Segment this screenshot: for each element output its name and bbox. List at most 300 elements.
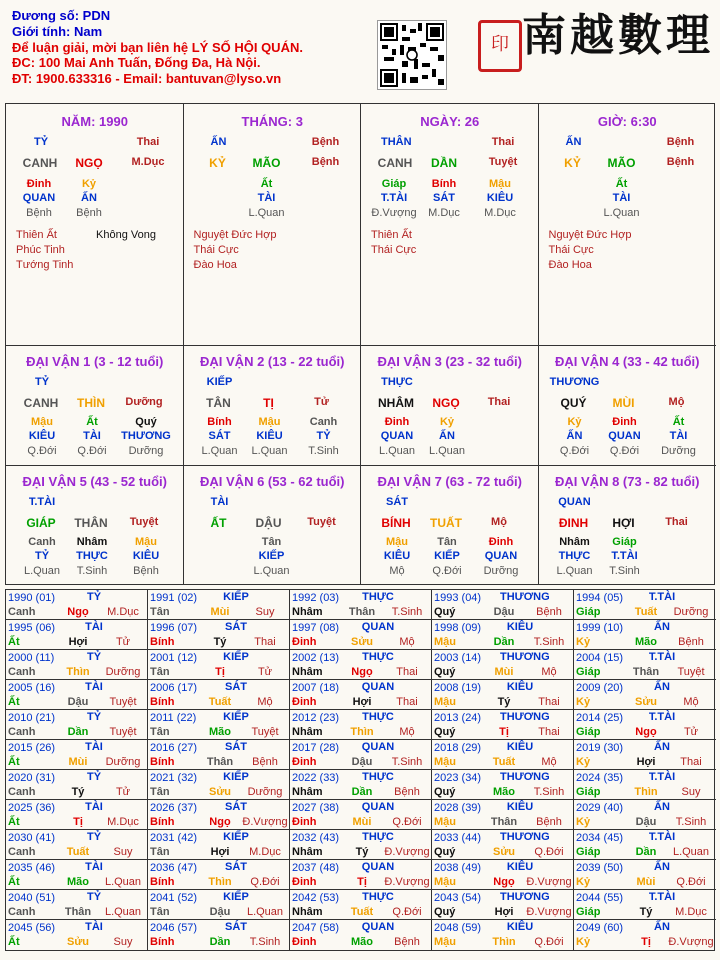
year-stem: Ất (8, 696, 20, 708)
year-label: 1994 (05) (576, 592, 624, 604)
year-label: 1999 (10) (576, 622, 624, 634)
year-cell[interactable] (290, 830, 432, 860)
year-stage: Dưỡng (105, 756, 141, 768)
year-branch: Ngọ (635, 726, 657, 738)
year-label: 2011 (22) (150, 712, 197, 724)
dai-van-stage: Tuyệt (307, 516, 336, 528)
year-label: 1992 (03) (292, 592, 340, 604)
year-branch: Thân (490, 816, 518, 828)
annual-luck-table (5, 589, 715, 951)
dai-van-ten-god: THƯƠNG (549, 376, 600, 388)
year-stage: Thai (538, 726, 560, 738)
year-stage: T.Sinh (533, 786, 565, 798)
year-cell[interactable] (148, 710, 290, 740)
year-cell[interactable] (574, 830, 716, 860)
dai-van-hidden-god: TÀI (83, 430, 101, 442)
year-stage: Bệnh (252, 756, 278, 768)
year-stage: Bệnh (536, 816, 562, 828)
contact-phone-email: ĐT: 1900.633316 - Email: bantuvan@lyso.vn (12, 71, 282, 87)
auspicious-star: Thái Cực (371, 244, 417, 256)
year-stage: Thai (396, 696, 418, 708)
year-label: 2048 (59) (434, 922, 482, 934)
year-label: 2012 (23) (292, 712, 340, 724)
year-cell[interactable] (148, 800, 290, 830)
year-stage: Suy (255, 606, 275, 618)
year-stem: Canh (8, 906, 36, 918)
year-label: 2016 (27) (150, 742, 198, 754)
year-cell[interactable] (148, 860, 290, 890)
year-stem: Nhâm (292, 606, 323, 618)
pillar-ten-god: TỶ (33, 136, 49, 148)
year-cell[interactable] (432, 740, 574, 770)
owner-name: Đương số: PDN (12, 8, 111, 23)
year-cell[interactable] (6, 830, 148, 860)
hidden-stem: Mậu (489, 178, 511, 190)
year-stem: Tân (150, 906, 170, 918)
year-cell[interactable] (432, 680, 574, 710)
year-branch: Ngọ (493, 876, 515, 888)
dai-van-stem: ĐINH (558, 516, 589, 530)
dai-van-hidden-stage: L.Quan (556, 565, 593, 577)
year-cell[interactable] (290, 620, 432, 650)
year-stage: Thai (538, 696, 560, 708)
year-ten-god: ẤN (654, 741, 670, 753)
year-label: 2047 (58) (292, 922, 340, 934)
dai-van-hidden-stem: Giáp (612, 536, 637, 548)
dai-van-hidden-god: THỰC (76, 550, 108, 562)
dai-van-hidden-stem: Đinh (384, 416, 410, 428)
year-cell[interactable] (574, 890, 716, 920)
year-cell[interactable] (6, 590, 148, 620)
year-stage: Suy (681, 786, 701, 798)
earthly-branch: NGỌ (75, 156, 103, 170)
year-stage: Tuyệt (109, 726, 137, 738)
year-branch: Tị (73, 816, 83, 828)
year-branch: Mão (351, 936, 373, 948)
dai-van-hidden-stem: Mậu (386, 536, 408, 548)
year-label: 2026 (37) (150, 802, 198, 814)
year-label: 2028 (39) (434, 802, 482, 814)
year-ten-god: T.TÀI (648, 591, 676, 603)
heavenly-stem: KỶ (209, 156, 226, 170)
year-stem: Đinh (292, 816, 317, 828)
year-stage: M.Dục (107, 816, 139, 828)
year-cell[interactable] (148, 620, 290, 650)
dai-van-hidden-god: QUAN (608, 430, 641, 442)
dai-van-title: ĐẠI VẬN 2 (13 - 22 tuổi) (200, 354, 345, 369)
year-stem: Ất (8, 936, 20, 948)
pillar-stage-1: Bệnh (311, 136, 340, 148)
year-stage: Bệnh (678, 636, 704, 648)
year-ten-god: TÀI (85, 681, 103, 693)
year-stage: Mộ (399, 636, 415, 648)
hidden-stage: L.Quan (248, 207, 285, 219)
year-label: 1998 (09) (434, 622, 482, 634)
year-stage: T.Sinh (249, 936, 281, 948)
year-ten-god: ẤN (654, 681, 670, 693)
year-cell[interactable] (290, 710, 432, 740)
dai-van-hidden-god: KIÊU (256, 430, 283, 442)
dai-van-hidden-stage: Dưỡng (128, 445, 164, 457)
year-cell[interactable] (290, 860, 432, 890)
year-cell[interactable] (148, 920, 290, 950)
earthly-branch: DẦN (431, 156, 457, 170)
hidden-stem: Bính (431, 178, 457, 190)
dai-van-hidden-stem: Nhâm (76, 536, 108, 548)
year-cell[interactable] (432, 650, 574, 680)
year-branch: Thìn (66, 666, 90, 678)
earthly-branch: MÃO (252, 156, 281, 170)
dai-van-stage: Tuyệt (129, 516, 159, 528)
year-label: 2041 (52) (150, 892, 198, 904)
year-cell[interactable] (148, 740, 290, 770)
year-stage: Q.Đới (534, 936, 564, 948)
qr-code[interactable] (377, 20, 447, 90)
dai-van-ten-god: THỰC (381, 376, 413, 388)
hidden-stage: L.Quan (603, 207, 640, 219)
dai-van-branch: TUẤT (430, 516, 462, 530)
auspicious-star: Đào Hoa (193, 259, 237, 271)
year-cell[interactable] (290, 920, 432, 950)
dai-van-3 (361, 346, 539, 466)
year-cell[interactable] (6, 890, 148, 920)
year-stage: Tử (115, 786, 131, 798)
earthly-branch: MÃO (607, 156, 636, 170)
year-cell[interactable] (290, 650, 432, 680)
dai-van-title: ĐẠI VẬN 7 (63 - 72 tuổi) (377, 474, 522, 489)
hidden-stem: Ất (260, 178, 273, 190)
year-stage: Đ.Vượng (668, 936, 714, 948)
year-branch: Tý (355, 846, 369, 858)
dai-van-hidden-stage: Q.Đới (77, 445, 107, 457)
pillar-title: NĂM: 1990 (61, 114, 128, 129)
dai-van-branch: HỢI (612, 516, 635, 530)
year-ten-god: QUAN (361, 681, 395, 693)
year-stage: Q.Đới (676, 876, 706, 888)
year-stem: Canh (8, 786, 36, 798)
year-ten-god: TỶ (86, 771, 102, 783)
year-cell[interactable] (574, 740, 716, 770)
year-ten-god: SÁT (225, 741, 247, 753)
year-cell[interactable] (148, 890, 290, 920)
year-cell[interactable] (6, 920, 148, 950)
year-stage: Q.Đới (250, 876, 280, 888)
hidden-stem: Đinh (26, 178, 52, 190)
year-cell[interactable] (6, 620, 148, 650)
year-label: 2027 (38) (292, 802, 340, 814)
dai-van-stem: ẤT (210, 516, 227, 530)
year-branch: Dần (351, 786, 373, 798)
year-stage: Tử (683, 726, 699, 738)
year-ten-god: KIẾP (223, 711, 249, 723)
year-branch: Tý (497, 696, 511, 708)
year-stage: Mộ (541, 666, 557, 678)
year-stem: Quý (434, 666, 456, 678)
year-stage: L.Quan (104, 876, 142, 888)
year-label: 1990 (01) (8, 592, 56, 604)
dai-van-hidden-stem: Canh (309, 416, 338, 428)
dai-van-7 (361, 466, 539, 584)
dai-van-hidden-god: KIẾP (258, 550, 285, 562)
year-cell[interactable] (290, 590, 432, 620)
auspicious-star: Thái Cực (193, 244, 239, 256)
dai-van-hidden-stage: L.Quan (428, 445, 466, 457)
dai-van-hidden-god: KIÊU (383, 550, 411, 562)
year-cell[interactable] (6, 860, 148, 890)
dai-van-hidden-god: KIÊU (132, 550, 160, 562)
year-cell[interactable] (574, 710, 716, 740)
year-label: 2003 (14) (434, 652, 482, 664)
year-label: 2015 (26) (8, 742, 56, 754)
year-cell[interactable] (148, 770, 290, 800)
dai-van-hidden-god: KIẾP (434, 550, 460, 562)
auspicious-star: Nguyệt Đức Hợp (193, 229, 277, 241)
dai-van-hidden-stage: Q.Đới (432, 565, 462, 577)
auspicious-star: Đào Hoa (548, 259, 592, 271)
hidden-ten-god: SÁT (433, 192, 455, 204)
year-cell[interactable] (6, 680, 148, 710)
year-stage: Đ.Vượng (384, 876, 430, 888)
year-cell[interactable] (574, 800, 716, 830)
dai-van-stem: TÂN (206, 396, 231, 410)
year-label: 2021 (32) (150, 772, 198, 784)
year-label: 2032 (43) (292, 832, 340, 844)
contact-address: ĐC: 100 Mai Anh Tuấn, Đống Đa, Hà Nội. (12, 55, 261, 71)
year-branch: Thìn (634, 786, 658, 798)
year-stage: Bệnh (536, 606, 562, 618)
dai-van-hidden-stage: L.Quan (251, 445, 288, 457)
year-cell[interactable] (574, 590, 716, 620)
year-branch: Thân (632, 666, 660, 678)
year-branch: Tuất (634, 606, 658, 618)
year-cell[interactable] (148, 590, 290, 620)
year-cell[interactable] (432, 770, 574, 800)
year-stage: Bệnh (394, 936, 420, 948)
year-stage: Thai (396, 666, 418, 678)
year-label: 2001 (12) (150, 652, 198, 664)
heavenly-stem: CANH (377, 156, 413, 170)
year-cell[interactable] (432, 860, 574, 890)
year-stem: Kỷ (576, 936, 591, 948)
year-label: 2040 (51) (8, 892, 56, 904)
year-branch: Tý (213, 636, 227, 648)
heavenly-stem: KỶ (564, 156, 581, 170)
year-stem: Đinh (292, 936, 317, 948)
auspicious-star: Thiên Ất (16, 229, 57, 241)
year-branch: Dậu (351, 756, 373, 768)
pillar-stage-1: Thai (136, 136, 160, 148)
red-seal-icon: 印 (478, 20, 522, 72)
year-branch: Thìn (350, 726, 374, 738)
year-branch: Tuất (66, 846, 90, 858)
year-cell[interactable] (6, 740, 148, 770)
year-ten-god: THỰC (362, 831, 394, 843)
year-stem: Kỷ (576, 696, 591, 708)
year-cell[interactable] (432, 800, 574, 830)
hidden-ten-god: TÀI (612, 192, 631, 204)
year-ten-god: THƯƠNG (500, 591, 550, 603)
auspicious-star: Phúc Tinh (16, 244, 65, 256)
year-stage: Dưỡng (673, 606, 709, 618)
year-stem: Mậu (434, 636, 456, 648)
year-label: 2002 (13) (292, 652, 340, 664)
year-branch: Hợi (636, 756, 656, 768)
year-ten-god: THỰC (362, 651, 394, 663)
year-stem: Tân (150, 786, 170, 798)
auspicious-star: Nguyệt Đức Hợp (548, 229, 632, 241)
dai-van-title: ĐẠI VẬN 4 (33 - 42 tuổi) (555, 354, 700, 369)
year-stage: Tuyệt (677, 666, 705, 678)
pillar-2 (184, 104, 362, 346)
year-cell[interactable] (148, 830, 290, 860)
year-branch: Hợi (494, 906, 514, 918)
year-cell[interactable] (6, 770, 148, 800)
year-branch: Ngọ (351, 666, 373, 678)
pillar-ten-god: THÂN (381, 136, 412, 148)
year-stem: Đinh (292, 876, 317, 888)
year-cell[interactable] (432, 890, 574, 920)
year-label: 2017 (28) (292, 742, 340, 754)
dai-van-hidden-god: TỶ (316, 430, 331, 442)
year-cell[interactable] (290, 680, 432, 710)
year-cell[interactable] (574, 650, 716, 680)
heavenly-stem: CANH (22, 156, 58, 170)
year-branch: Mùi (494, 666, 514, 678)
dai-van-title: ĐẠI VẬN 6 (53 - 62 tuổi) (200, 474, 345, 489)
year-cell[interactable] (432, 920, 574, 950)
year-label: 2044 (55) (576, 892, 624, 904)
year-label: 1996 (07) (150, 622, 198, 634)
year-branch: Thân (64, 906, 92, 918)
pillar-title: NGÀY: 26 (420, 114, 480, 129)
year-label: 2031 (42) (150, 832, 198, 844)
year-cell[interactable] (432, 590, 574, 620)
year-label: 2010 (21) (8, 712, 56, 724)
dai-van-hidden-stem: Kỷ (439, 416, 455, 428)
year-stem: Ất (8, 816, 20, 828)
year-stage: Q.Đới (392, 816, 422, 828)
year-ten-god: TÀI (85, 801, 103, 813)
year-ten-god: T.TÀI (648, 651, 676, 663)
year-ten-god: T.TÀI (648, 711, 676, 723)
dai-van-hidden-stage: L.Quan (201, 445, 238, 457)
year-stem: Bính (150, 876, 175, 888)
dai-van-hidden-god: T.TÀI (611, 550, 638, 562)
year-stem: Nhâm (292, 666, 323, 678)
year-branch: Dậu (209, 906, 231, 918)
year-label: 2043 (54) (434, 892, 482, 904)
dai-van-hidden-stem: Mậu (258, 416, 281, 428)
year-stem: Ất (8, 876, 20, 888)
year-cell[interactable] (6, 710, 148, 740)
hidden-ten-god: TÀI (257, 192, 276, 204)
dai-van-hidden-god: TÀI (669, 430, 688, 442)
year-stage: Dưỡng (247, 786, 283, 798)
dai-van-hidden-god: THƯƠNG (121, 430, 171, 442)
year-label: 2029 (40) (576, 802, 624, 814)
dai-van-hidden-stage: Q.Đới (27, 445, 57, 457)
year-cell[interactable] (6, 800, 148, 830)
year-ten-god: QUAN (361, 921, 395, 933)
year-cell[interactable] (6, 650, 148, 680)
dai-van-stem: NHÂM (378, 396, 414, 410)
pillar-4 (539, 104, 717, 346)
year-stage: Tuyệt (251, 726, 279, 738)
dai-van-hidden-stem: Đinh (612, 416, 637, 428)
year-ten-god: TÀI (85, 861, 103, 873)
year-cell[interactable] (432, 830, 574, 860)
year-stage: Thai (254, 636, 276, 648)
year-stem: Đinh (292, 636, 317, 648)
pillar-stage-1: Thai (491, 136, 515, 148)
year-cell[interactable] (290, 770, 432, 800)
dai-van-hidden-stage: T.Sinh (308, 445, 339, 457)
dai-van-branch: TỊ (263, 396, 274, 410)
year-ten-god: TỶ (86, 831, 102, 843)
hidden-stage: Bệnh (76, 207, 102, 219)
dai-van-hidden-stem: Kỷ (567, 416, 582, 428)
year-stage: M.Dục (107, 606, 139, 618)
year-stem: Giáp (576, 786, 601, 798)
year-stem: Đinh (292, 696, 317, 708)
year-cell[interactable] (290, 800, 432, 830)
year-label: 1997 (08) (292, 622, 340, 634)
year-stem: Nhâm (292, 786, 323, 798)
year-cell[interactable] (148, 680, 290, 710)
pillar-ten-god: ẤN (210, 136, 227, 148)
year-cell[interactable] (574, 680, 716, 710)
year-stage: Đ.Vượng (384, 846, 430, 858)
year-stage: Mộ (257, 696, 273, 708)
year-stem: Mậu (434, 816, 456, 828)
year-label: 2007 (18) (292, 682, 340, 694)
year-stem: Canh (8, 606, 36, 618)
year-cell[interactable] (574, 620, 716, 650)
year-branch: Dần (493, 636, 515, 648)
year-ten-god: SÁT (225, 621, 247, 633)
dai-van-6 (184, 466, 362, 584)
year-branch: Dần (635, 846, 657, 858)
year-branch: Hợi (210, 846, 230, 858)
year-cell[interactable] (432, 710, 574, 740)
year-ten-god: QUAN (361, 801, 395, 813)
year-branch: Thìn (492, 936, 516, 948)
year-label: 2013 (24) (434, 712, 482, 724)
year-cell[interactable] (148, 650, 290, 680)
year-stem: Quý (434, 906, 456, 918)
year-stem: Bính (150, 696, 175, 708)
year-cell[interactable] (432, 620, 574, 650)
year-ten-god: TÀI (85, 621, 103, 633)
year-stem: Bính (150, 816, 175, 828)
dai-van-stage: Thai (487, 396, 511, 408)
pillar-chart (5, 103, 715, 585)
year-stem: Bính (150, 636, 175, 648)
year-cell[interactable] (574, 920, 716, 950)
year-branch: Tuất (350, 906, 374, 918)
year-cell[interactable] (290, 740, 432, 770)
year-cell[interactable] (290, 890, 432, 920)
year-stem: Tân (150, 666, 170, 678)
dai-van-hidden-god: TỶ (34, 550, 50, 562)
year-ten-god: SÁT (225, 861, 247, 873)
year-cell[interactable] (574, 770, 716, 800)
year-ten-god: T.TÀI (648, 891, 676, 903)
year-cell[interactable] (574, 860, 716, 890)
dai-van-ten-god: SÁT (386, 496, 408, 508)
year-stage: Bệnh (394, 786, 420, 798)
year-label: 2025 (36) (8, 802, 56, 814)
